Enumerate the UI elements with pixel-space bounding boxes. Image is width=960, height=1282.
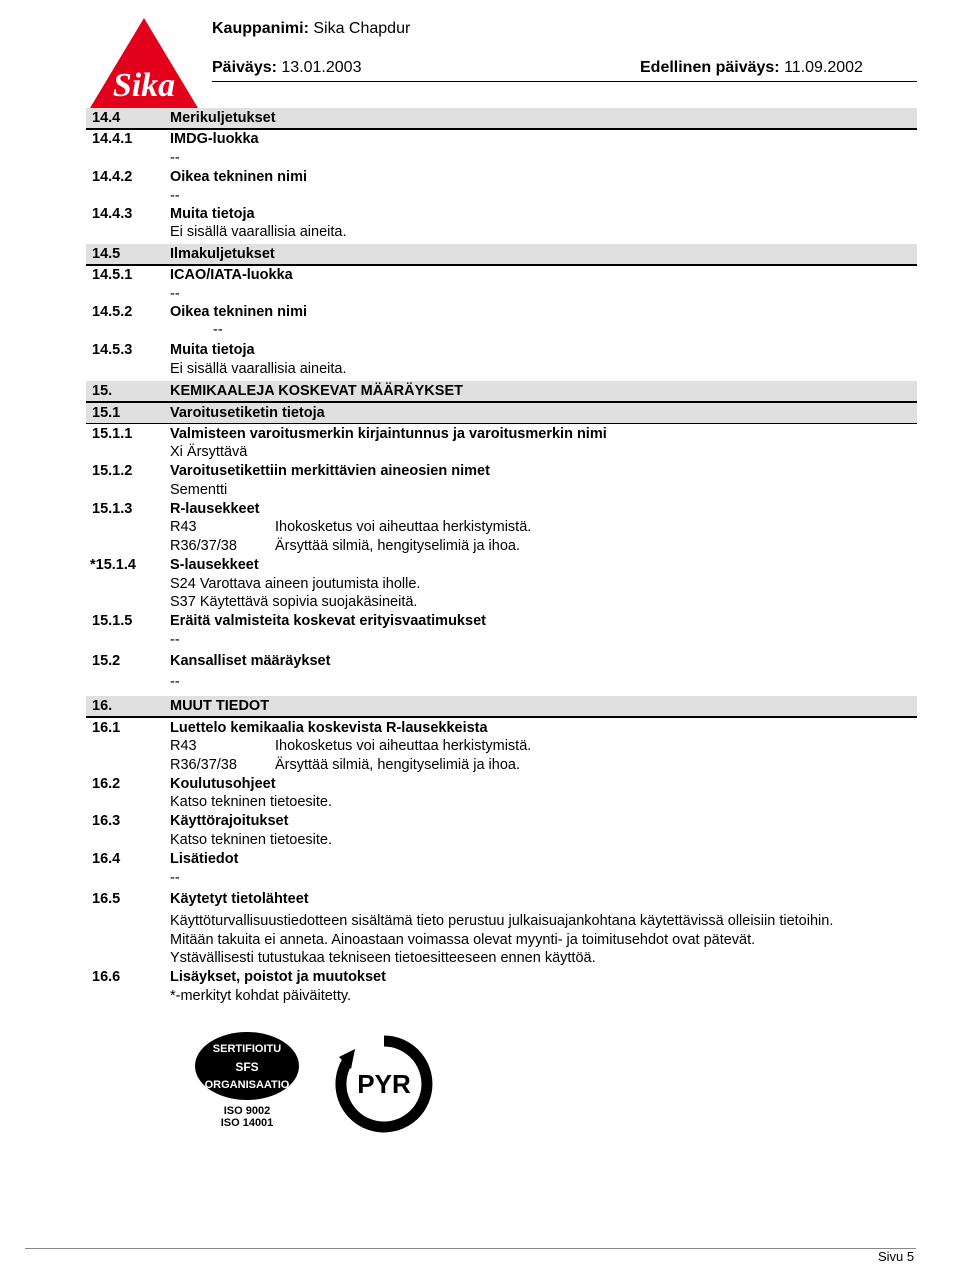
pyr-text: PYR <box>357 1069 411 1099</box>
section-title: Käytetyt tietolähteet <box>170 891 309 907</box>
seal-top-text: SERTIFIOITU <box>212 1043 282 1055</box>
section-value: -- <box>213 322 223 338</box>
sika-logo-text: Sika <box>112 67 176 104</box>
r-phrase-text: Ihokosketus voi aiheuttaa herkistymistä. <box>275 738 532 754</box>
section-number: 15.1.5 <box>92 613 133 629</box>
section-title: Oikea tekninen nimi <box>170 304 307 320</box>
section-title: Koulutusohjeet <box>170 776 276 792</box>
section-number: 15. <box>92 383 113 399</box>
section-number: 16.3 <box>92 813 121 829</box>
section-title: R-lausekkeet <box>170 501 260 517</box>
section-number: 15.1 <box>92 405 121 421</box>
r-phrase-text: Ärsyttää silmiä, hengityselimiä ja ihoa. <box>275 757 520 773</box>
section-title: Varoitusetiketin tietoja <box>170 405 325 421</box>
r-phrase-code: R36/37/38 <box>170 757 237 773</box>
pyr-logo <box>325 1035 443 1133</box>
section-title: Muita tietoja <box>170 342 255 358</box>
section-number: 14.4.2 <box>92 169 133 185</box>
section-value: -- <box>170 188 180 204</box>
source-line: Ystävällisesti tutustukaa tekniseen tietoesitteeseen ennen käyttöä. <box>170 950 596 966</box>
section-value: Katso tekninen tietoesite. <box>170 832 333 848</box>
section-value: -- <box>170 870 180 886</box>
iso-14001-text: ISO 14001 <box>220 1117 274 1129</box>
section-title: KEMIKAALEJA KOSKEVAT MÄÄRÄYKSET <box>170 383 463 399</box>
section-number: 16.4 <box>92 851 121 867</box>
section-title: Merikuljetukset <box>170 110 276 126</box>
section-value: Sementti <box>170 482 228 498</box>
section-title: ICAO/IATA-luokka <box>170 267 293 283</box>
section-number: *15.1.4 <box>90 557 136 573</box>
page-number: Sivu 5 <box>878 1249 915 1264</box>
section-title: Valmisteen varoitusmerkin kirjaintunnus ja varoitusmerkin nimi <box>170 426 607 442</box>
trade-name-value: Sika Chapdur <box>313 20 411 37</box>
sfs-certified-seal <box>188 1030 306 1130</box>
header-rule <box>212 81 917 82</box>
seal-bottom-text: ORGANISAATIO <box>204 1079 290 1091</box>
trade-name-line <box>212 20 410 38</box>
section-title: MUUT TIEDOT <box>170 698 270 714</box>
r-phrase-text: Ärsyttää silmiä, hengityselimiä ja ihoa. <box>275 538 520 554</box>
section-number: 16.2 <box>92 776 121 792</box>
section-value: Xi Ärsyttävä <box>170 444 248 460</box>
section-title: Käyttörajoitukset <box>170 813 289 829</box>
section-number: 14.4.3 <box>92 206 133 222</box>
section-title: Kansalliset määräykset <box>170 653 331 669</box>
prev-date-label: Edellinen päiväys: <box>640 59 780 76</box>
section-title: Eräitä valmisteita koskevat erityisvaatimukset <box>170 613 486 629</box>
seal-mid-text: SFS <box>235 1060 259 1074</box>
section-number: 14.5 <box>92 246 121 262</box>
prev-date-value: 11.09.2002 <box>784 59 863 76</box>
section-title: Ilmakuljetukset <box>170 246 275 262</box>
section-number: 15.1.1 <box>92 426 133 442</box>
section-number: 16.1 <box>92 720 121 736</box>
section-value: Ei sisällä vaarallisia aineita. <box>170 224 347 240</box>
section-title: Muita tietoja <box>170 206 255 222</box>
sika-logo <box>88 16 200 110</box>
section-title: Lisätiedot <box>170 851 239 867</box>
trade-name-label: Kauppanimi: <box>212 20 309 37</box>
section-number: 14.4.1 <box>92 131 133 147</box>
section-number: 15.2 <box>92 653 121 669</box>
date-label: Päiväys: <box>212 59 277 76</box>
section-number: 14.5.1 <box>92 267 133 283</box>
section-title: IMDG-luokka <box>170 131 259 147</box>
r-phrase-code: R43 <box>170 738 197 754</box>
date-value: 13.01.2003 <box>281 59 362 76</box>
section-title: Oikea tekninen nimi <box>170 169 307 185</box>
r-phrase-code: R43 <box>170 519 197 535</box>
source-line: Käyttöturvallisuustiedotteen sisältämä tieto perustuu julkaisuajankohtana käytettävissä olleisiin tietoihin. <box>170 913 834 929</box>
section-number: 15.1.2 <box>92 463 133 479</box>
r-phrase-text: Ihokosketus voi aiheuttaa herkistymistä. <box>275 519 532 535</box>
section-number: 16.6 <box>92 969 121 985</box>
date-line <box>212 59 361 77</box>
r-phrase-code: R36/37/38 <box>170 538 237 554</box>
section-number: 16. <box>92 698 113 714</box>
section-value: Katso tekninen tietoesite. <box>170 794 333 810</box>
section-title: S-lausekkeet <box>170 557 259 573</box>
s-phrase-line: S37 Käytettävä sopivia suojakäsineitä. <box>170 594 418 610</box>
section-title: Lisäykset, poistot ja muutokset <box>170 969 386 985</box>
source-line: Mitään takuita ei anneta. Ainoastaan voimassa olevat myynti- ja toimitusehdot ovat pätevät. <box>170 932 756 948</box>
section-title: Varoitusetikettiin merkittävien aineosien nimet <box>170 463 490 479</box>
iso-9002-text: ISO 9002 <box>223 1105 271 1117</box>
section-value: Ei sisällä vaarallisia aineita. <box>170 361 347 377</box>
section-title: Luettelo kemikaalia koskevista R-lausekkeista <box>170 720 488 736</box>
footer-rule <box>25 1248 916 1249</box>
section-number: 14.4 <box>92 110 121 126</box>
section-number: 15.1.3 <box>92 501 133 517</box>
section-value: -- <box>170 632 180 648</box>
s-phrase-line: S24 Varottava aineen joutumista iholle. <box>170 576 421 592</box>
section-number: 16.5 <box>92 891 121 907</box>
section-value: *-merkityt kohdat päiväitetty. <box>170 988 352 1004</box>
section-number: 14.5.3 <box>92 342 133 358</box>
prev-date-line <box>640 59 863 77</box>
section-value: -- <box>170 150 180 166</box>
section-value: -- <box>170 674 180 690</box>
section-number: 14.5.2 <box>92 304 133 320</box>
section-value: -- <box>170 286 180 302</box>
